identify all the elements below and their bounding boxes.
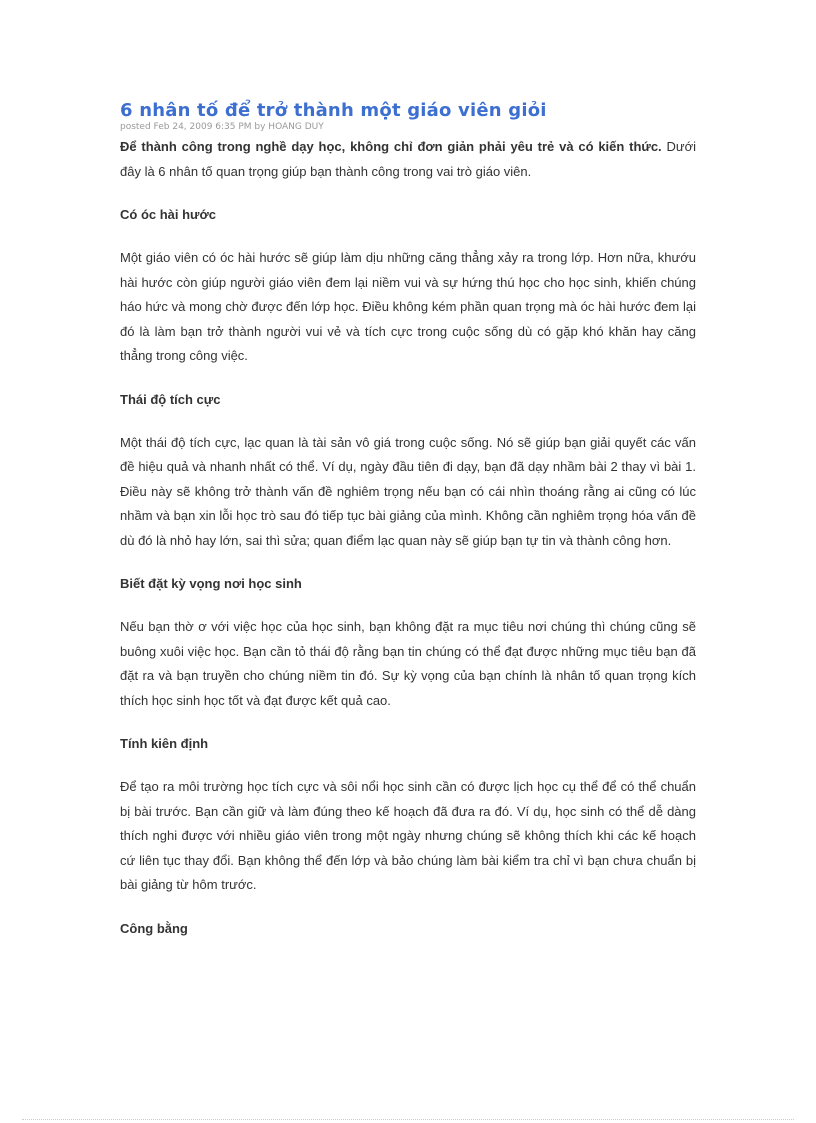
footer-divider xyxy=(22,1119,794,1120)
intro-text: Dưới đây là 6 nhân tố quan trọng giúp bạn thành công trong vai trò giáo viên. xyxy=(120,139,696,179)
section-body-expectations: Nếu bạn thờ ơ với việc học của học sinh, bạn không đặt ra mục tiêu nơi chúng thì chúng cũng sẽ buông xuôi việc học. Bạn cần tỏ thái độ rằng bạn tin chúng có thể đạt được những mục tiêu bạn đã đặt ra và bạn truyền cho chúng niềm tin đó. Sự kỳ vọng của bạn chính là nhân tố quan trọng kích thích học sinh học tốt và đạt được kết quả cao. xyxy=(120,619,696,708)
section-heading-expectations: Biết đặt kỳ vọng nơi học sinh xyxy=(120,576,302,591)
intro-bold-text: Để thành công trong nghề dạy học, không chỉ đơn giản phải yêu trẻ và có kiến thức. xyxy=(120,139,662,154)
section-body-positive-attitude: Một thái độ tích cực, lạc quan là tài sản vô giá trong cuộc sống. Nó sẽ giúp bạn giải quyết các vấn đề hiệu quả và nhanh nhất có thể. Ví dụ, ngày đầu tiên đi dạy, bạn đã dạy nhầm bài 2 thay vì bài 1. Điều này sẽ không trở thành vấn đề nghiêm trọng nếu bạn có cái nhìn thoáng rằng ai cũng có lúc nhầm và bạn xin lỗi học trò sau đó tiếp tục bài giảng của mình. Không cần nghiêm trọng hóa vấn đề dù đó là nhỏ hay lớn, sai thì sửa; quan điểm lạc quan này sẽ giúp bạn tự tin và thành công hơn. xyxy=(120,434,696,548)
post-title[interactable]: 6 nhân tố để trở thành một giáo viên giỏi xyxy=(120,100,547,121)
section-heading-positive-attitude: Thái độ tích cực xyxy=(120,391,221,407)
section-body-humor: Một giáo viên có óc hài hước sẽ giúp làm dịu những căng thẳng xảy ra trong lớp. Hơn nữa, khướu hài hước còn giúp người giáo viên đem lại niềm vui và sự hứng thú học cho học sinh, khiến chúng háo hức và mong chờ được đến lớp học. Điều không kém phần quan trọng mà óc hài hước đem lại đó là làm bạn trở thành người vui vẻ và tích cực trong cuộc sống dù có gặp khó khăn hay căng thẳng trong công việc. xyxy=(120,250,696,363)
intro-paragraph xyxy=(120,135,696,184)
article xyxy=(120,100,696,941)
section-heading-humor: Có óc hài hước xyxy=(120,207,216,222)
section-heading-consistency: Tính kiên định xyxy=(120,736,209,751)
section-heading-fairness: Công bằng xyxy=(120,920,188,936)
post-meta: posted Feb 24, 2009 6:35 PM by HOANG DUY xyxy=(120,122,324,132)
section-body-consistency: Để tạo ra môi trường học tích cực và sôi nổi học sinh cần có được lịch học cụ thể để có thể chuẩn bị bài trước. Bạn cần giữ và làm đúng theo kế hoạch đã đưa ra đó. Ví dụ, học sinh có thể dễ dàng thích nghi được với nhiều giáo viên trong một ngày nhưng chúng sẽ không thích khi các kế hoạch cứ liên tục thay đổi. Bạn không thể đến lớp và bảo chúng làm bài kiểm tra chỉ vì bạn chưa chuẩn bị bài giảng từ hôm trước. xyxy=(120,779,696,892)
